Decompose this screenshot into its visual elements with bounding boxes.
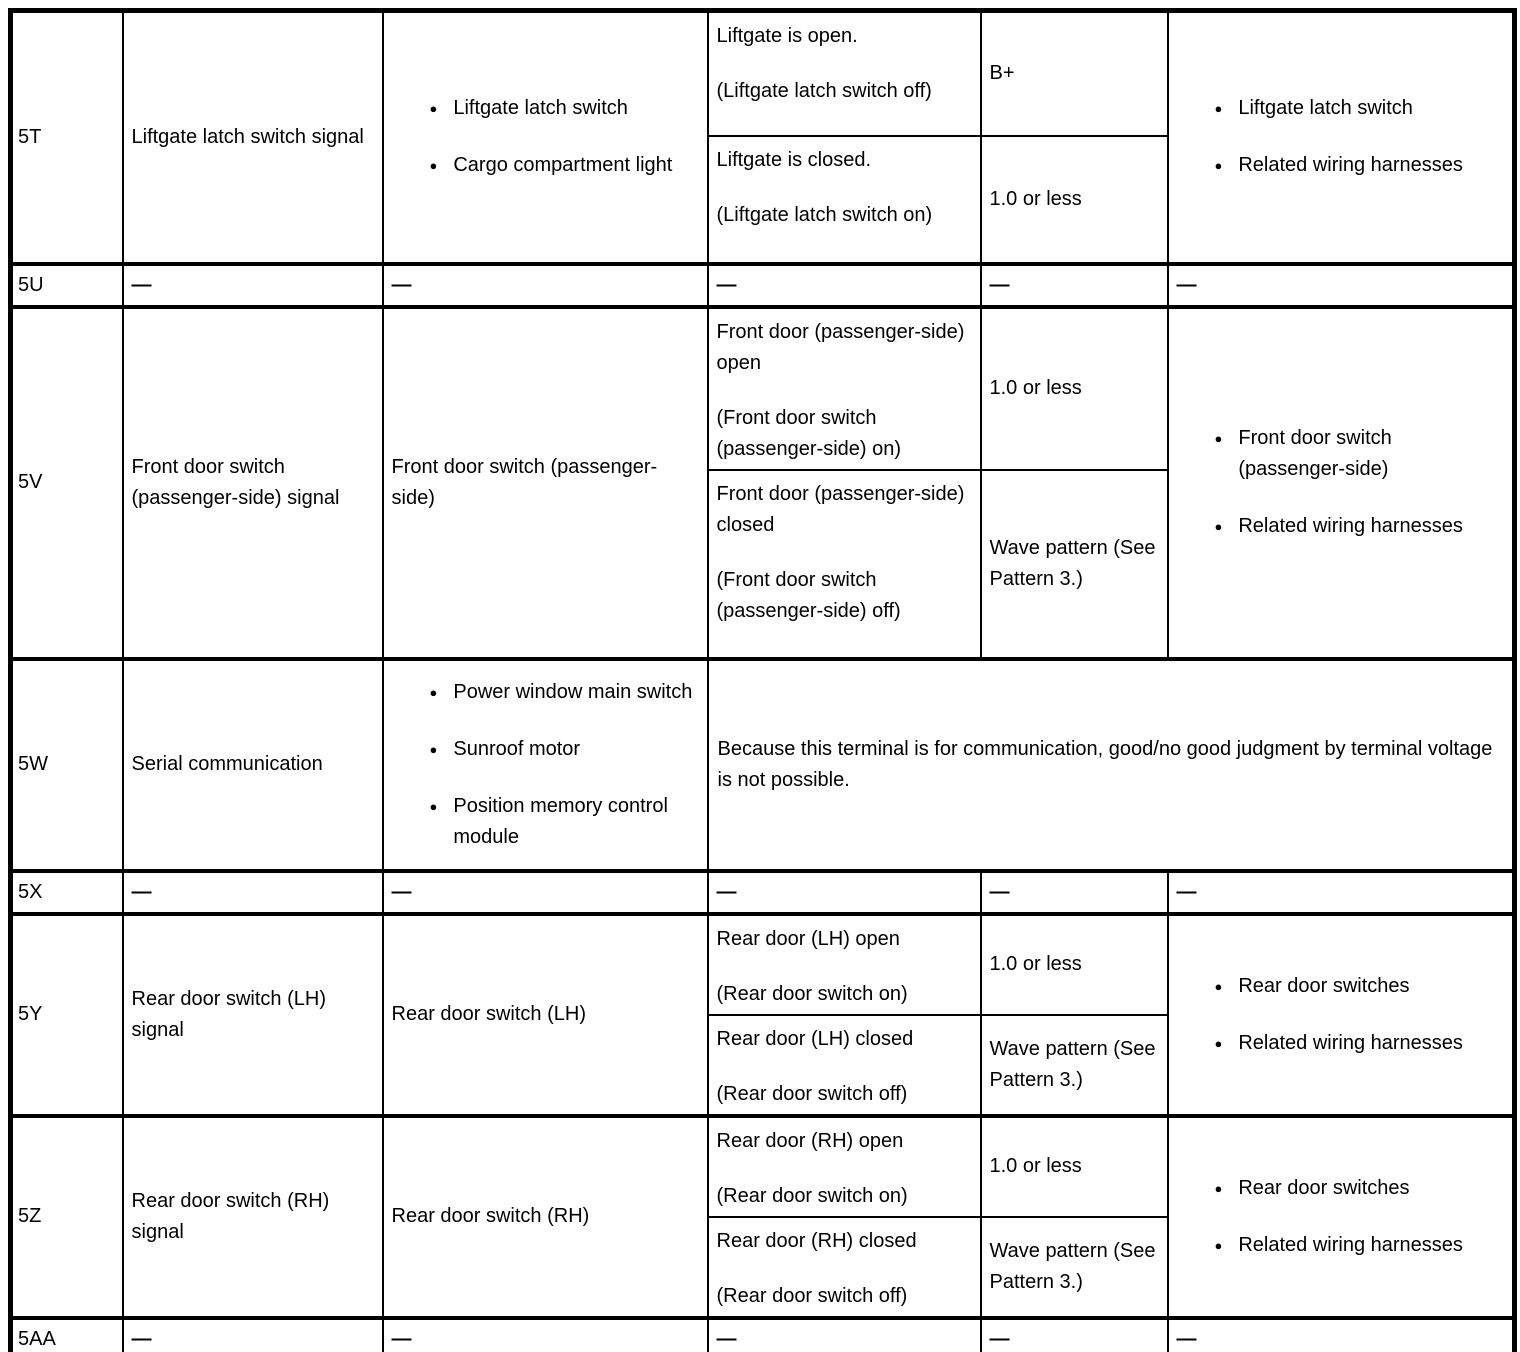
voltage-cell-5AA <box>981 1318 1168 1352</box>
terminal-label: 5T <box>18 125 42 148</box>
inspection-cell-5Z <box>1168 1116 1515 1318</box>
list-item-text: Liftgate latch switch <box>453 97 628 120</box>
signal-cell-5Z <box>123 1116 383 1318</box>
condition-line: (Front door switch (passenger-side) off) <box>716 568 901 622</box>
list-item-text: Related wiring harnesses <box>1238 1233 1463 1256</box>
list-item-text: Related wiring harnesses <box>1238 154 1463 177</box>
voltage-cell-5Y-open <box>981 914 1168 1015</box>
condition-line: Front door (passenger-side) open <box>716 320 965 374</box>
condition-cell-5Z-open <box>708 1116 981 1217</box>
inspection-cell-5AA <box>1168 1318 1515 1352</box>
voltage-value: Wave pattern (See Pattern 3.) <box>989 1239 1156 1293</box>
condition-cell-5U <box>708 264 981 307</box>
condition-cell-5Z-closed <box>708 1217 981 1318</box>
terminal-cell-5X <box>11 871 123 914</box>
voltage-cell-5T-closed <box>981 136 1168 264</box>
connected-cell-5U <box>383 264 708 307</box>
bullet-icon: ● <box>429 101 438 117</box>
condition-line: (Rear door switch off) <box>716 1284 908 1307</box>
condition-line: Rear door (RH) closed <box>716 1229 917 1252</box>
signal-cell-5X <box>123 871 383 914</box>
condition-cell-5V-closed <box>708 470 981 659</box>
terminal-label: 5X <box>18 880 43 903</box>
bullet-icon: ● <box>429 684 438 700</box>
voltage-cell-5V-open <box>981 307 1168 470</box>
voltage-cell-5V-closed <box>981 470 1168 659</box>
condition-line: Rear door (LH) open <box>716 927 900 950</box>
condition-cell-5T-open <box>708 11 981 136</box>
connected-cell-5T <box>383 11 708 264</box>
signal-cell-5V <box>123 307 383 659</box>
signal-cell-5AA <box>123 1318 383 1352</box>
voltage-value: Wave pattern (See Pattern 3.) <box>989 536 1156 590</box>
connected-cell-5X <box>383 871 708 914</box>
voltage-value: 1.0 or less <box>989 187 1082 210</box>
list-item <box>1215 423 1505 485</box>
voltage-cell-5Y-closed <box>981 1015 1168 1116</box>
condition-line: (Front door switch (passenger-side) on) <box>716 406 902 460</box>
condition-line: Rear door (LH) closed <box>716 1027 914 1050</box>
dash: — <box>716 880 738 903</box>
terminal-cell-5AA <box>11 1318 123 1352</box>
connected-cell-5W <box>383 659 708 871</box>
bullet-icon: ● <box>1214 978 1223 994</box>
signal-label: Rear door switch (RH) signal <box>131 1189 330 1243</box>
list-item <box>1215 1230 1505 1261</box>
dash: — <box>131 273 153 296</box>
terminal-cell-5V <box>11 307 123 659</box>
terminal-cell-5Z <box>11 1116 123 1318</box>
connected-list <box>392 93 699 181</box>
bullet-icon: ● <box>429 158 438 174</box>
bullet-icon: ● <box>1214 158 1223 174</box>
list-item-text: Rear door switches <box>1238 974 1410 997</box>
condition-cell-5Y-closed <box>708 1015 981 1116</box>
list-item-text: Rear door switches <box>1238 1176 1410 1199</box>
list-item <box>1215 93 1505 124</box>
list-item-text: Front door switch (passenger-side) <box>1238 427 1392 480</box>
condition-line: Front door (passenger-side) closed <box>716 482 965 536</box>
signal-cell-5U <box>123 264 383 307</box>
inspection-cell-5T <box>1168 11 1515 264</box>
connected-list <box>392 677 699 853</box>
dash: — <box>989 1327 1011 1350</box>
inspection-cell-5U <box>1168 264 1515 307</box>
condition-cell-5AA <box>708 1318 981 1352</box>
list-item-text: Related wiring harnesses <box>1238 515 1463 537</box>
signal-label: Serial communication <box>131 753 323 775</box>
voltage-cell-5U <box>981 264 1168 307</box>
list-item <box>430 150 699 181</box>
bullet-icon: ● <box>429 798 438 814</box>
dash: — <box>131 880 153 903</box>
condition-line: Liftgate is open. <box>716 25 858 47</box>
dash: — <box>391 273 413 296</box>
inspection-cell-5V <box>1168 307 1515 659</box>
voltage-value: B+ <box>989 62 1015 85</box>
terminal-voltage-table <box>8 8 1517 1352</box>
terminal-cell-5T <box>11 11 123 264</box>
signal-label: Liftgate latch switch signal <box>131 125 364 148</box>
terminal-cell-5W <box>11 659 123 871</box>
voltage-value: 1.0 or less <box>989 377 1082 399</box>
condition-line: (Rear door switch off) <box>716 1082 908 1105</box>
condition-cell-5X <box>708 871 981 914</box>
condition-line: Rear door (RH) open <box>716 1129 904 1152</box>
inspection-list <box>1177 971 1505 1059</box>
bullet-icon: ● <box>1214 1237 1223 1253</box>
inspection-list <box>1177 423 1505 542</box>
list-item-text: Power window main switch <box>453 680 693 703</box>
note-text: Because this terminal is for communication, good/no good judgment by terminal voltage is not possible. <box>717 737 1493 791</box>
dash: — <box>391 880 413 903</box>
terminal-cell-5U <box>11 264 123 307</box>
terminal-label: 5Z <box>18 1205 42 1227</box>
condition-line: (Liftgate latch switch on) <box>716 203 933 226</box>
signal-label: Rear door switch (LH) signal <box>131 987 327 1041</box>
bullet-icon: ● <box>1214 519 1223 534</box>
connected-cell-5Y <box>383 914 708 1116</box>
voltage-value: 1.0 or less <box>989 1155 1082 1177</box>
signal-cell-5T <box>123 11 383 264</box>
signal-label: Front door switch (passenger-side) signal <box>131 455 340 509</box>
dash: — <box>1176 273 1198 296</box>
bullet-icon: ● <box>1214 1180 1223 1196</box>
bullet-icon: ● <box>1214 101 1223 117</box>
list-item-text: Cargo compartment light <box>453 154 673 177</box>
dash: — <box>1176 1327 1198 1350</box>
connected-cell-5V <box>383 307 708 659</box>
list-item-text: Related wiring harnesses <box>1238 1031 1463 1054</box>
list-item <box>1215 511 1505 542</box>
terminal-cell-5Y <box>11 914 123 1116</box>
list-item <box>1215 971 1505 1002</box>
list-item <box>1215 1173 1505 1204</box>
list-item <box>430 93 699 124</box>
voltage-cell-5X <box>981 871 1168 914</box>
connected-cell-5Z <box>383 1116 708 1318</box>
connected-cell-5AA <box>383 1318 708 1352</box>
voltage-cell-5T-open <box>981 11 1168 136</box>
signal-cell-5W <box>123 659 383 871</box>
dash: — <box>989 880 1011 903</box>
dash: — <box>391 1327 413 1350</box>
inspection-list <box>1177 93 1505 181</box>
terminal-label: 5V <box>18 471 43 493</box>
condition-line: (Liftgate latch switch off) <box>716 80 932 102</box>
terminal-label: 5AA <box>18 1327 56 1350</box>
list-item-text: Position memory control module <box>453 794 668 848</box>
bullet-icon: ● <box>1214 431 1223 446</box>
list-item <box>1215 1028 1505 1059</box>
dash: — <box>716 273 738 296</box>
terminal-label: 5W <box>18 753 48 775</box>
list-item <box>1215 150 1505 181</box>
inspection-cell-5X <box>1168 871 1515 914</box>
terminal-label: 5Y <box>18 1003 43 1025</box>
inspection-list <box>1177 1173 1505 1261</box>
dash: — <box>716 1327 738 1350</box>
condition-cell-5V-open <box>708 307 981 470</box>
dash: — <box>131 1327 153 1350</box>
dash: — <box>989 273 1011 296</box>
condition-line: (Rear door switch on) <box>716 982 908 1005</box>
list-item <box>430 791 699 853</box>
bullet-icon: ● <box>429 741 438 757</box>
connected-text: Front door switch (passenger-side) <box>391 455 658 509</box>
list-item <box>430 734 699 765</box>
terminal-label: 5U <box>18 273 44 296</box>
condition-cell-5T-closed <box>708 136 981 264</box>
voltage-cell-5Z-open <box>981 1116 1168 1217</box>
inspection-cell-5Y <box>1168 914 1515 1116</box>
list-item <box>430 677 699 708</box>
condition-cell-5Y-open <box>708 914 981 1015</box>
signal-cell-5Y <box>123 914 383 1116</box>
voltage-value: Wave pattern (See Pattern 3.) <box>989 1037 1156 1091</box>
list-item-text: Sunroof motor <box>453 737 581 760</box>
bullet-icon: ● <box>1214 1035 1223 1051</box>
voltage-cell-5Z-closed <box>981 1217 1168 1318</box>
communication-note-cell <box>708 659 1515 871</box>
voltage-value: 1.0 or less <box>989 953 1082 975</box>
dash: — <box>1176 880 1198 903</box>
condition-line: (Rear door switch on) <box>716 1184 908 1207</box>
list-item-text: Liftgate latch switch <box>1238 97 1413 120</box>
connected-text: Rear door switch (RH) <box>391 1205 590 1227</box>
condition-line: Liftgate is closed. <box>716 148 872 171</box>
connected-text: Rear door switch (LH) <box>391 1003 587 1025</box>
